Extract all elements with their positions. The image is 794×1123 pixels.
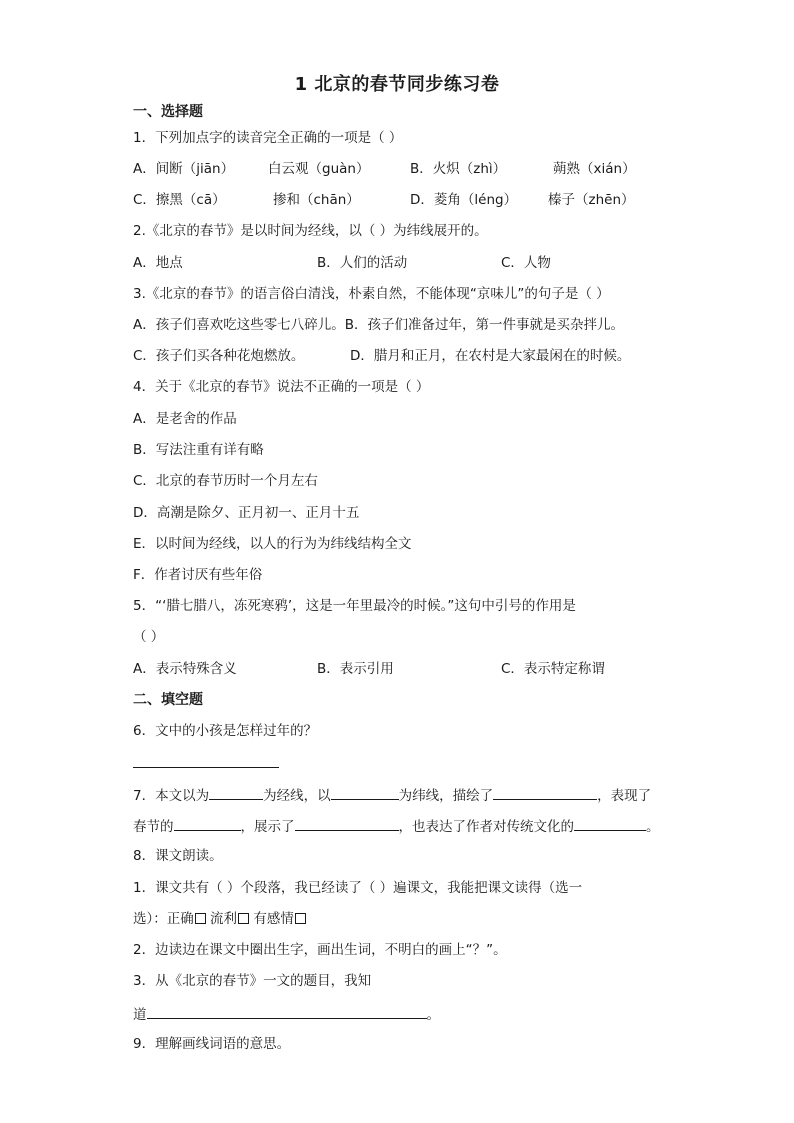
q1-option-a1: A．间断（jiān）	[133, 161, 235, 177]
q8-fluent-label: 流利	[205, 911, 238, 927]
question-2-stem: 2.《北京的春节》是以时间为经线，以（ ）为纬线展开的。	[133, 223, 488, 239]
q7-text-7: ，也表达了作者对传统文化的	[398, 819, 574, 835]
q1-option-b2: 蒴熟（xián）	[553, 161, 636, 177]
q2-option-a: A．地点	[133, 255, 183, 271]
question-7-line2	[133, 816, 660, 836]
q8-sub-3-answer-line	[133, 1004, 440, 1024]
checkbox-correct[interactable]	[195, 913, 206, 924]
q1-option-c1: C．擦黑（cā）	[133, 192, 226, 208]
q8-sub-3-end: 。	[426, 1007, 440, 1023]
q7-text-4: ，表现了	[597, 788, 652, 804]
q1-option-d2: 榛子（zhēn）	[548, 192, 635, 208]
q1-option-a2: 白云观（guàn）	[268, 161, 370, 177]
q5-option-c: C．表示特定称谓	[501, 661, 605, 677]
q5-answer-paren: （ ）	[133, 629, 165, 645]
q2-option-b: B．人们的活动	[317, 255, 408, 271]
q5-option-b: B．表示引用	[317, 661, 394, 677]
q8-emotion-label: 有感情	[249, 911, 294, 927]
q7-blank-4[interactable]	[174, 816, 241, 831]
question-4-stem: 4．关于《北京的春节》说法不正确的一项是（ ）	[133, 379, 430, 395]
q7-text-8: 。	[646, 819, 660, 835]
q8-sub-3-prefix: 道	[133, 1007, 147, 1023]
q8-sub-1-line2	[133, 910, 306, 928]
q4-option-d: D．高潮是除夕、正月初一、正月十五	[133, 505, 360, 521]
q3-option-c: C．孩子们买各种花炮燃放。	[133, 348, 305, 364]
q4-option-e: E．以时间为经线，以人的行为为纬线结构全文	[133, 536, 412, 552]
q8-sub-3-blank[interactable]	[147, 1004, 427, 1019]
q8-sub-1-line1: 1．课文共有（ ）个段落，我已经读了（ ）遍课文，我能把课文读得（选一	[133, 880, 583, 896]
q8-sub-3: 3．从《北京的春节》一文的题目，我知	[133, 973, 372, 989]
q3-options-ab: A．孩子们喜欢吃这些零七八碎儿。B．孩子们准备过年，第一件事就是买杂拌儿。	[133, 317, 624, 333]
q4-option-a: A．是老舍的作品	[133, 411, 237, 427]
q8-sub-2: 2．边读边在课文中圈出生字，画出生词，不明白的画上“？”。	[133, 942, 507, 958]
page-title: 1 北京的春节同步练习卷	[294, 74, 500, 95]
q7-blank-2[interactable]	[331, 785, 399, 800]
question-3-stem: 3.《北京的春节》的语言俗白清浅，朴素自然，不能体现“京味儿”的句子是（ ）	[133, 286, 610, 302]
q7-text-6: ，展示了	[240, 819, 295, 835]
q5-option-a: A．表示特殊含义	[133, 661, 237, 677]
section-heading-choice: 一、选择题	[133, 104, 203, 120]
q3-option-d: D．腊月和正月，在农村是大家最闲在的时候。	[350, 348, 631, 364]
q6-answer-blank[interactable]	[133, 753, 279, 768]
q4-option-b: B．写法注重有详有略	[133, 442, 264, 458]
q7-blank-3[interactable]	[493, 785, 597, 800]
q7-blank-5[interactable]	[295, 816, 399, 831]
q4-option-f: F．作者讨厌有些年俗	[133, 567, 263, 583]
q7-blank-1[interactable]	[209, 785, 263, 800]
question-9-stem: 9．理解画线词语的意思。	[133, 1036, 291, 1052]
question-5-stem: 5．“‘腊七腊八，冻死寒鸦’，这是一年里最冷的时候。”这句中引号的作用是	[133, 598, 576, 614]
question-8-stem: 8．课文朗读。	[133, 848, 223, 864]
q7-text-1: 7．本文以为	[133, 788, 210, 804]
q7-text-5: 春节的	[133, 819, 174, 835]
section-heading-fill: 二、填空题	[133, 692, 203, 708]
q1-option-d1: D．菱角（léng）	[410, 192, 518, 208]
q7-text-3: 为纬线，描绘了	[398, 788, 494, 804]
q1-option-b1: B．火炽（zhì）	[410, 161, 507, 177]
q1-option-c2: 掺和（chān）	[273, 192, 360, 208]
question-7-line1	[133, 785, 651, 805]
q2-option-c: C．人物	[501, 255, 551, 271]
q4-option-c: C．北京的春节历时一个月左右	[133, 473, 318, 489]
checkbox-fluent[interactable]	[238, 913, 249, 924]
q8-sub-1-text: 选）：正确	[133, 911, 194, 927]
q7-text-2: 为经线，以	[263, 788, 331, 804]
question-1-stem: 1．下列加点字的读音完全正确的一项是（ ）	[133, 130, 403, 146]
q7-blank-6[interactable]	[574, 816, 646, 831]
checkbox-emotion[interactable]	[295, 913, 306, 924]
question-6-stem: 6．文中的小孩是怎样过年的？	[133, 723, 318, 739]
